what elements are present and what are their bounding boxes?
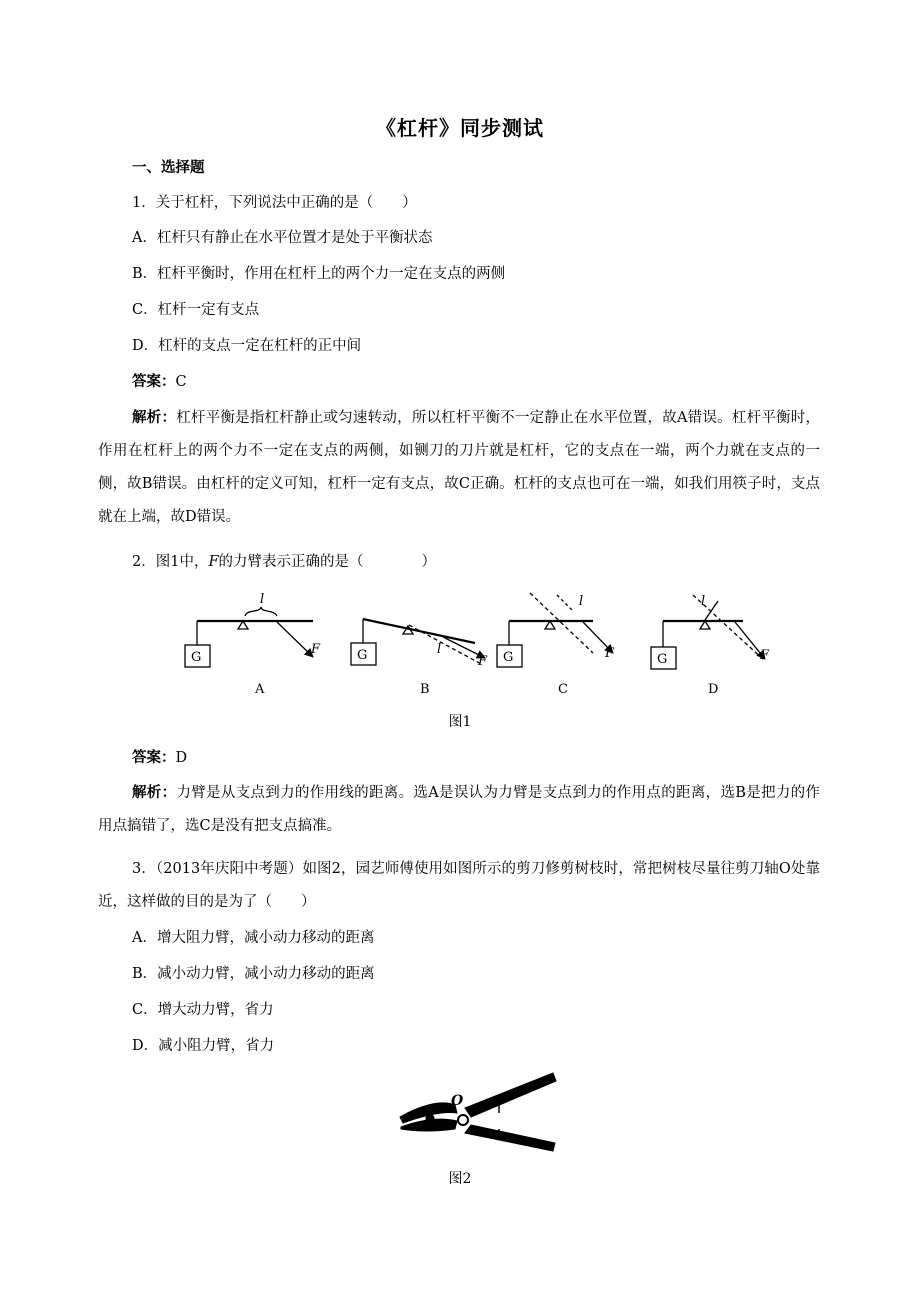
question-1-option-c: C．杠杆一定有支点 [132,302,260,318]
question-2-answer [132,748,187,768]
question-3-option-a: A．增大阻力臂，减小动力移动的距离 [132,930,375,946]
label-panel-b: B [420,682,430,697]
figure-2-caption: 图2 [448,1171,472,1187]
question-2-stem [132,552,436,572]
stem-suffix: 的力臂表示正确的是（ ） [218,554,437,570]
question-3-option-c: C．增大动力臂，省力 [132,1002,274,1018]
analysis-text: 杠杆平衡是指杠杆静止或匀速转动，所以杠杆平衡不一定静止在水平位置，故A错误。杠杆平衡时，作用在杠杆上的两个力不一定在支点的两侧，如铡刀的刀片就是杠杆，它的支点在一端，两个力就在支点的一侧，故B错误。由杠杆的定义可知，杠杆一定有支点，故C正确。杠杆的支点也可在一端，如我们用筷子时，支点就在上端，故D错误。 [98,410,820,525]
question-3-option-d: D．减小阻力臂，省力 [132,1038,275,1054]
figure-1 [175,585,785,703]
question-2-analysis [98,776,820,843]
label-l-d: l [701,594,706,609]
label-f-d: F [760,648,770,663]
question-1-analysis [98,401,820,534]
figure-1-panel-d [651,595,765,669]
page-title: 《杠杆》同步测试 [376,116,544,140]
stem-prefix: 2．图1中， [132,554,209,570]
figure-1-panel-c [497,593,613,667]
answer-value: C [175,374,187,390]
label-panel-c: C [558,682,568,697]
answer-label: 答案： [132,373,176,390]
figure-1-panel-a [185,607,313,667]
label-g-c: G [503,650,514,665]
answer-label: 答案： [132,749,176,766]
figure-1-panel-b [351,619,485,665]
label-l-a: l [260,592,265,607]
label-g-d: G [657,652,668,667]
label-l-b: l [437,642,442,657]
label-panel-d: D [708,682,719,697]
question-1-option-b: B．杠杆平衡时，作用在杠杆上的两个力一定在支点的两侧 [132,266,506,282]
label-g-a: G [191,650,202,665]
question-1-answer [132,372,187,392]
answer-value: D [175,750,188,766]
question-1-stem: 1．关于杠杆，下列说法中正确的是（ ） [132,195,417,211]
analysis-label: 解析： [132,409,177,426]
label-g-b: G [357,648,368,663]
analysis-text: 力臂是从支点到力的作用线的距离。选A是误认为力臂是支点到力的作用点的距离，选B是把力的作用点搞错了，选C是没有把支点搞准。 [98,785,820,834]
label-o: O [451,1093,464,1109]
question-1-option-d: D．杠杆的支点一定在杠杆的正中间 [132,338,362,354]
label-f-a: F [311,642,321,657]
question-3-stem: 3．（2013年庆阳中考题）如图2，园艺师傅使用如图所示的剪刀修剪树枝时，常把树枝尽量往剪刀轴O处靠近，这样做的目的是为了（ ） [98,861,820,910]
question-3-option-b: B．减小动力臂，减小动力移动的距离 [132,966,375,982]
label-f-b: F [478,654,488,669]
label-panel-a: A [255,682,265,697]
label-l-c: l [579,594,584,609]
stem-variable: F [208,554,219,570]
section-heading: 一、选择题 [132,159,205,176]
analysis-label: 解析： [132,784,177,801]
question-1-option-a: A．杠杆只有静止在水平位置才是处于平衡状态 [132,230,433,246]
label-f-c: F [605,646,615,661]
figure-2-scissors [395,1065,560,1160]
figure-1-caption: 图1 [448,714,472,730]
